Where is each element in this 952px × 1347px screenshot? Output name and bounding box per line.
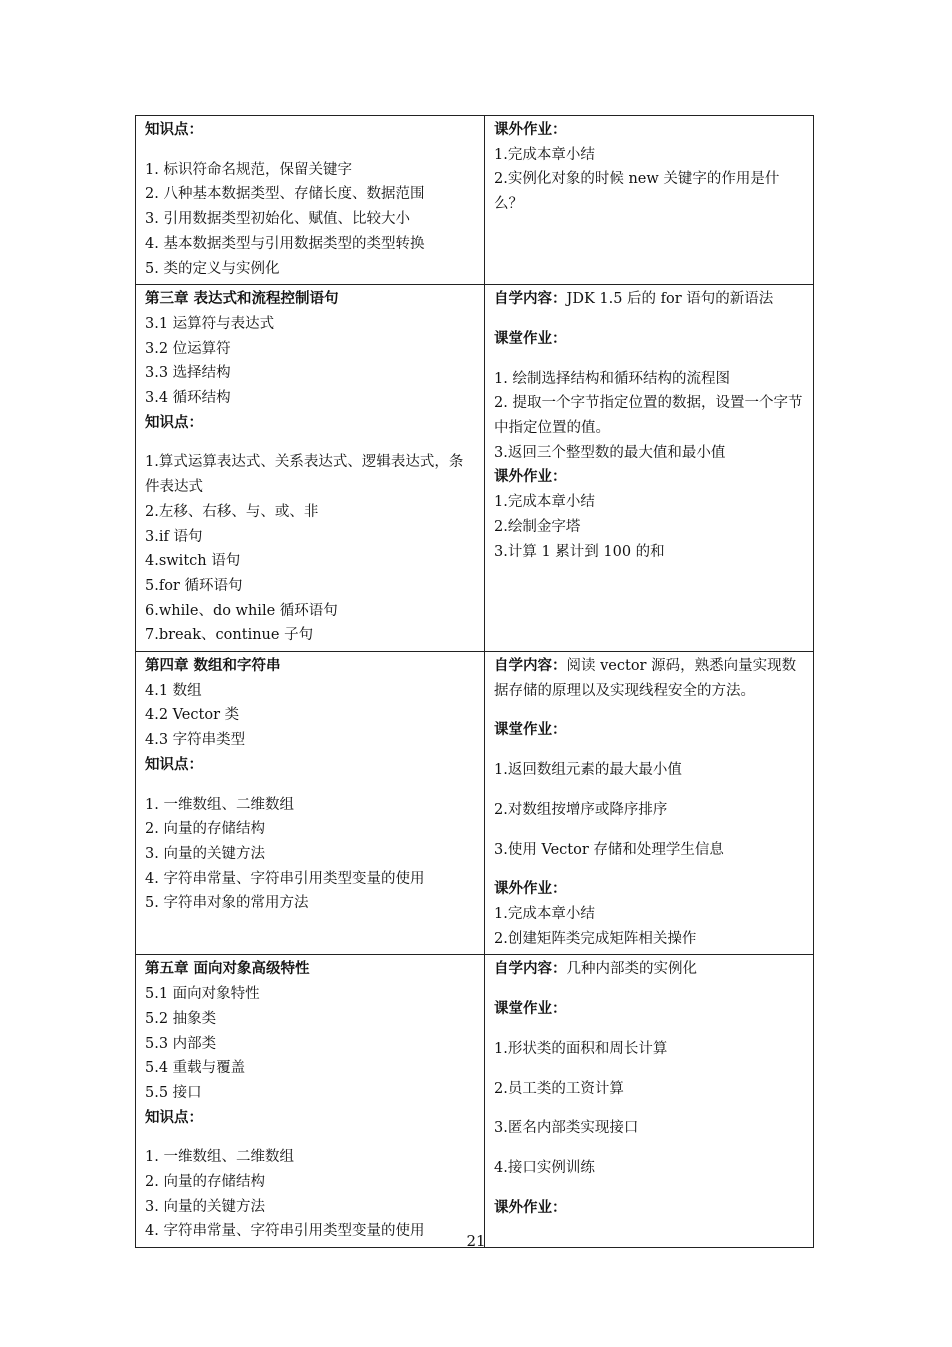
row1-right-cell [485,116,814,285]
list-item: 1.算式运算表达式、关系表达式、逻辑表达式，条件表达式 [145,454,464,496]
row2-left-cell [136,285,485,652]
self-study-text: JDK 1.5 后的 for 语句的新语法 [566,291,774,308]
list-item: 3.返回三个整型数的最大值和最小值 [494,444,726,461]
list-item: 3.匿名内部类实现接口 [494,1120,639,1137]
list-item: 7.break、continue 子句 [145,627,314,644]
list-item: 3. 向量的关键方法 [145,1198,265,1215]
page-number: 21 [466,1232,486,1250]
table-row [136,116,814,285]
list-item: 1.形状类的面积和周长计算 [494,1040,668,1057]
self-study [494,957,805,982]
list-item: 2. 提取一个字节指定位置的数据，设置一个字节中指定位置的值。 [494,395,803,437]
list-item: 2.对数组按增序或降序排序 [494,801,668,818]
section-item: 4.2 Vector 类 [145,707,240,724]
row4-right-cell [485,955,814,1248]
chapter-title: 第四章 数组和字符串 [145,657,281,675]
list-item: 2.员工类的工资计算 [494,1080,624,1097]
section-item: 5.3 内部类 [145,1035,217,1052]
section-item: 4.3 字符串类型 [145,732,246,749]
classwork-heading: 课堂作业： [494,721,567,739]
self-study-text: 几种内部类的实例化 [566,961,697,978]
classwork-list [494,367,805,466]
row3-right-cell [485,652,814,955]
section-item: 5.5 接口 [145,1084,202,1101]
list-item: 5. 字符串对象的常用方法 [145,895,309,912]
self-study [494,654,805,703]
list-item: 1. 一维数组、二维数组 [145,1149,294,1166]
list-item: 4.接口实例训练 [494,1159,595,1176]
list-item: 2. 向量的存储结构 [145,1174,265,1191]
list-item: 1.完成本章小结 [494,494,595,511]
list-item: 1.返回数组元素的最大最小值 [494,762,682,779]
list-item: 5.for 循环语句 [145,577,243,594]
list-item: 1. 一维数组、二维数组 [145,796,294,813]
self-study-text: 阅读 vector 源码，熟悉向量实现数据存储的原理以及实现线程安全的方法。 [494,658,797,699]
chapter-title: 第五章 面向对象高级特性 [145,960,310,978]
list-item: 2.绘制金字塔 [494,518,581,535]
classwork-heading: 课堂作业： [494,329,567,347]
knowledge-points-list [145,1145,476,1244]
list-item: 1. 绘制选择结构和循环结构的流程图 [494,370,730,387]
list-item: 2. 向量的存储结构 [145,821,265,838]
knowledge-points-list [145,158,476,282]
list-item: 2. 八种基本数据类型、存储长度、数据范围 [145,186,425,203]
chapter-title: 第三章 表达式和流程控制语句 [145,290,339,308]
section-item: 3.1 运算符与表达式 [145,315,275,332]
homework-heading: 课外作业： [494,468,567,486]
section-item: 5.1 面向对象特性 [145,986,260,1003]
knowledge-points-heading: 知识点： [145,1108,203,1126]
row2-right-cell [485,285,814,652]
knowledge-points-heading: 知识点： [145,121,203,138]
knowledge-points-heading: 知识点： [145,413,203,431]
knowledge-points-heading: 知识点： [145,755,203,773]
list-item: 3.使用 Vector 存储和处理学生信息 [494,841,724,858]
list-item: 4.switch 语句 [145,553,241,570]
homework-heading: 课外作业： [494,1198,567,1216]
list-item: 2.实例化对象的时候 new 关键字的作用是什么？ [494,171,780,213]
self-study [494,287,805,312]
classwork-heading: 课堂作业： [494,1000,567,1018]
list-item: 4. 字符串常量、字符串引用类型变量的使用 [145,1223,425,1240]
list-item: 6.while、do while 循环语句 [145,602,338,619]
self-study-label: 自学内容： [494,290,567,308]
row1-left-cell [136,116,485,285]
list-item: 5. 类的定义与实例化 [145,260,280,277]
list-item: 2.创建矩阵类完成矩阵相关操作 [494,930,697,947]
table-row [136,955,814,1248]
list-item: 4. 基本数据类型与引用数据类型的类型转换 [145,235,425,252]
section-item: 5.2 抽象类 [145,1010,217,1027]
section-item: 5.4 重载与覆盖 [145,1060,246,1077]
section-item: 3.3 选择结构 [145,365,231,382]
list-item: 3. 引用数据类型初始化、赋值、比较大小 [145,211,410,228]
list-item: 3.if 语句 [145,528,203,545]
list-item: 3. 向量的关键方法 [145,845,265,862]
row4-left-cell [136,955,485,1248]
list-item: 1.完成本章小结 [494,905,595,922]
row3-left-cell [136,652,485,955]
knowledge-points-list [145,450,476,648]
syllabus-table [135,115,814,1248]
list-item: 4. 字符串常量、字符串引用类型变量的使用 [145,870,425,887]
homework-heading: 课外作业： [494,880,567,898]
knowledge-points-list [145,793,476,917]
table-row [136,285,814,652]
list-item: 1.完成本章小结 [494,146,595,163]
list-item: 3.计算 1 累计到 100 的和 [494,543,665,560]
section-item: 3.2 位运算符 [145,340,231,357]
self-study-label: 自学内容： [494,960,567,978]
self-study-label: 自学内容： [494,657,567,675]
section-item: 4.1 数组 [145,682,202,699]
homework-heading: 课外作业： [494,121,567,138]
section-item: 3.4 循环结构 [145,390,231,407]
table-row [136,652,814,955]
list-item: 1. 标识符命名规范，保留关键字 [145,161,352,178]
list-item: 2.左移、右移、与、或、非 [145,503,319,520]
